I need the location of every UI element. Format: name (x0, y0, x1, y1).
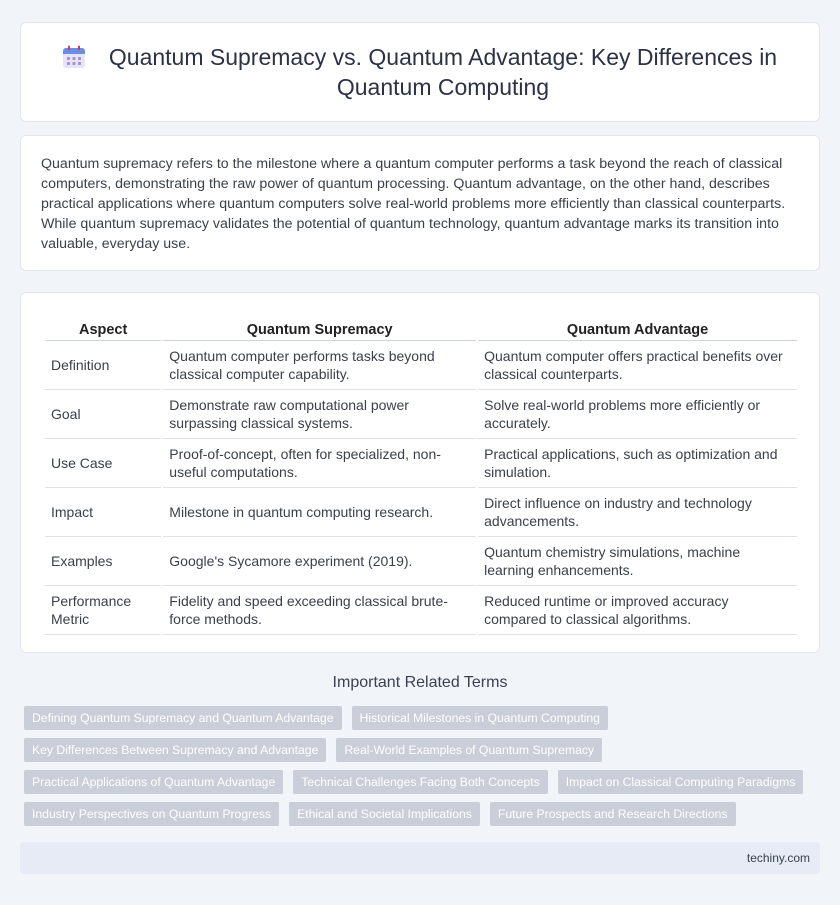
related-term-tag[interactable]: Technical Challenges Facing Both Concepts (293, 770, 547, 794)
header-inner (61, 42, 779, 102)
table-row (45, 488, 797, 537)
supremacy-cell: Fidelity and speed exceeding classical brute-force methods. (163, 586, 476, 635)
page-title: Quantum Supremacy vs. Quantum Advantage: Key Differences in Quantum Computing (108, 44, 778, 100)
tag-row (24, 706, 824, 730)
aspect-cell: Goal (45, 390, 161, 439)
supremacy-cell: Google's Sycamore experiment (2019). (163, 537, 476, 586)
supremacy-cell: Demonstrate raw computational power surpassing classical systems. (163, 390, 476, 439)
aspect-cell: Examples (45, 537, 161, 586)
aspect-cell: Performance Metric (45, 586, 161, 635)
related-terms-list (24, 706, 824, 834)
related-term-tag[interactable]: Key Differences Between Supremacy and Advantage (24, 738, 326, 762)
table-row (45, 439, 797, 488)
related-term-tag[interactable]: Impact on Classical Computing Paradigms (558, 770, 804, 794)
calendar-icon (61, 44, 87, 70)
supremacy-cell: Milestone in quantum computing research. (163, 488, 476, 537)
related-term-tag[interactable]: Real-World Examples of Quantum Supremacy (336, 738, 602, 762)
table-row (45, 586, 797, 635)
header-quantum-supremacy: Quantum Supremacy (163, 313, 476, 341)
supremacy-cell: Quantum computer performs tasks beyond classical computer capability. (163, 341, 476, 390)
intro-card (20, 135, 820, 271)
comparison-table-card (20, 292, 820, 653)
advantage-cell: Reduced runtime or improved accuracy compared to classical algorithms. (478, 586, 797, 635)
tag-row (24, 802, 824, 826)
table-row (45, 537, 797, 586)
header-aspect: Aspect (45, 313, 161, 341)
footer-bar (20, 842, 820, 874)
aspect-cell: Definition (45, 341, 161, 390)
table-header-row (45, 313, 797, 341)
intro-text: Quantum supremacy refers to the milestone where a quantum computer performs a task beyond the reach of classical computers, demonstrating the raw power of quantum processing. Quantum advantage, on the other hand, describes practical applications where quantum computers solve real-world problems more efficiently than classical counterparts. While quantum supremacy validates the potential of quantum technology, quantum advantage marks its transition into valuable, everyday use. (41, 156, 786, 252)
header-quantum-advantage: Quantum Advantage (478, 313, 797, 341)
tag-row (24, 770, 824, 794)
aspect-cell: Use Case (45, 439, 161, 488)
related-term-tag[interactable]: Historical Milestones in Quantum Computing (352, 706, 608, 730)
table-row (45, 341, 797, 390)
advantage-cell: Practical applications, such as optimization and simulation. (478, 439, 797, 488)
supremacy-cell: Proof-of-concept, often for specialized, non-useful computations. (163, 439, 476, 488)
related-term-tag[interactable]: Industry Perspectives on Quantum Progress (24, 802, 279, 826)
related-term-tag[interactable]: Defining Quantum Supremacy and Quantum Advantage (24, 706, 342, 730)
advantage-cell: Quantum computer offers practical benefits over classical counterparts. (478, 341, 797, 390)
related-term-tag[interactable]: Ethical and Societal Implications (289, 802, 480, 826)
tag-row (24, 738, 824, 762)
footer-site-link[interactable]: techiny.com (746, 851, 810, 865)
advantage-cell: Direct influence on industry and technology advancements. (478, 488, 797, 537)
related-terms-title: Important Related Terms (332, 674, 508, 691)
header-card (20, 22, 820, 122)
related-term-tag[interactable]: Practical Applications of Quantum Advantage (24, 770, 283, 794)
comparison-table (43, 313, 799, 635)
aspect-cell: Impact (45, 488, 161, 537)
advantage-cell: Quantum chemistry simulations, machine learning enhancements. (478, 537, 797, 586)
related-term-tag[interactable]: Future Prospects and Research Directions (490, 802, 736, 826)
table-row (45, 390, 797, 439)
advantage-cell: Solve real-world problems more efficiently or accurately. (478, 390, 797, 439)
